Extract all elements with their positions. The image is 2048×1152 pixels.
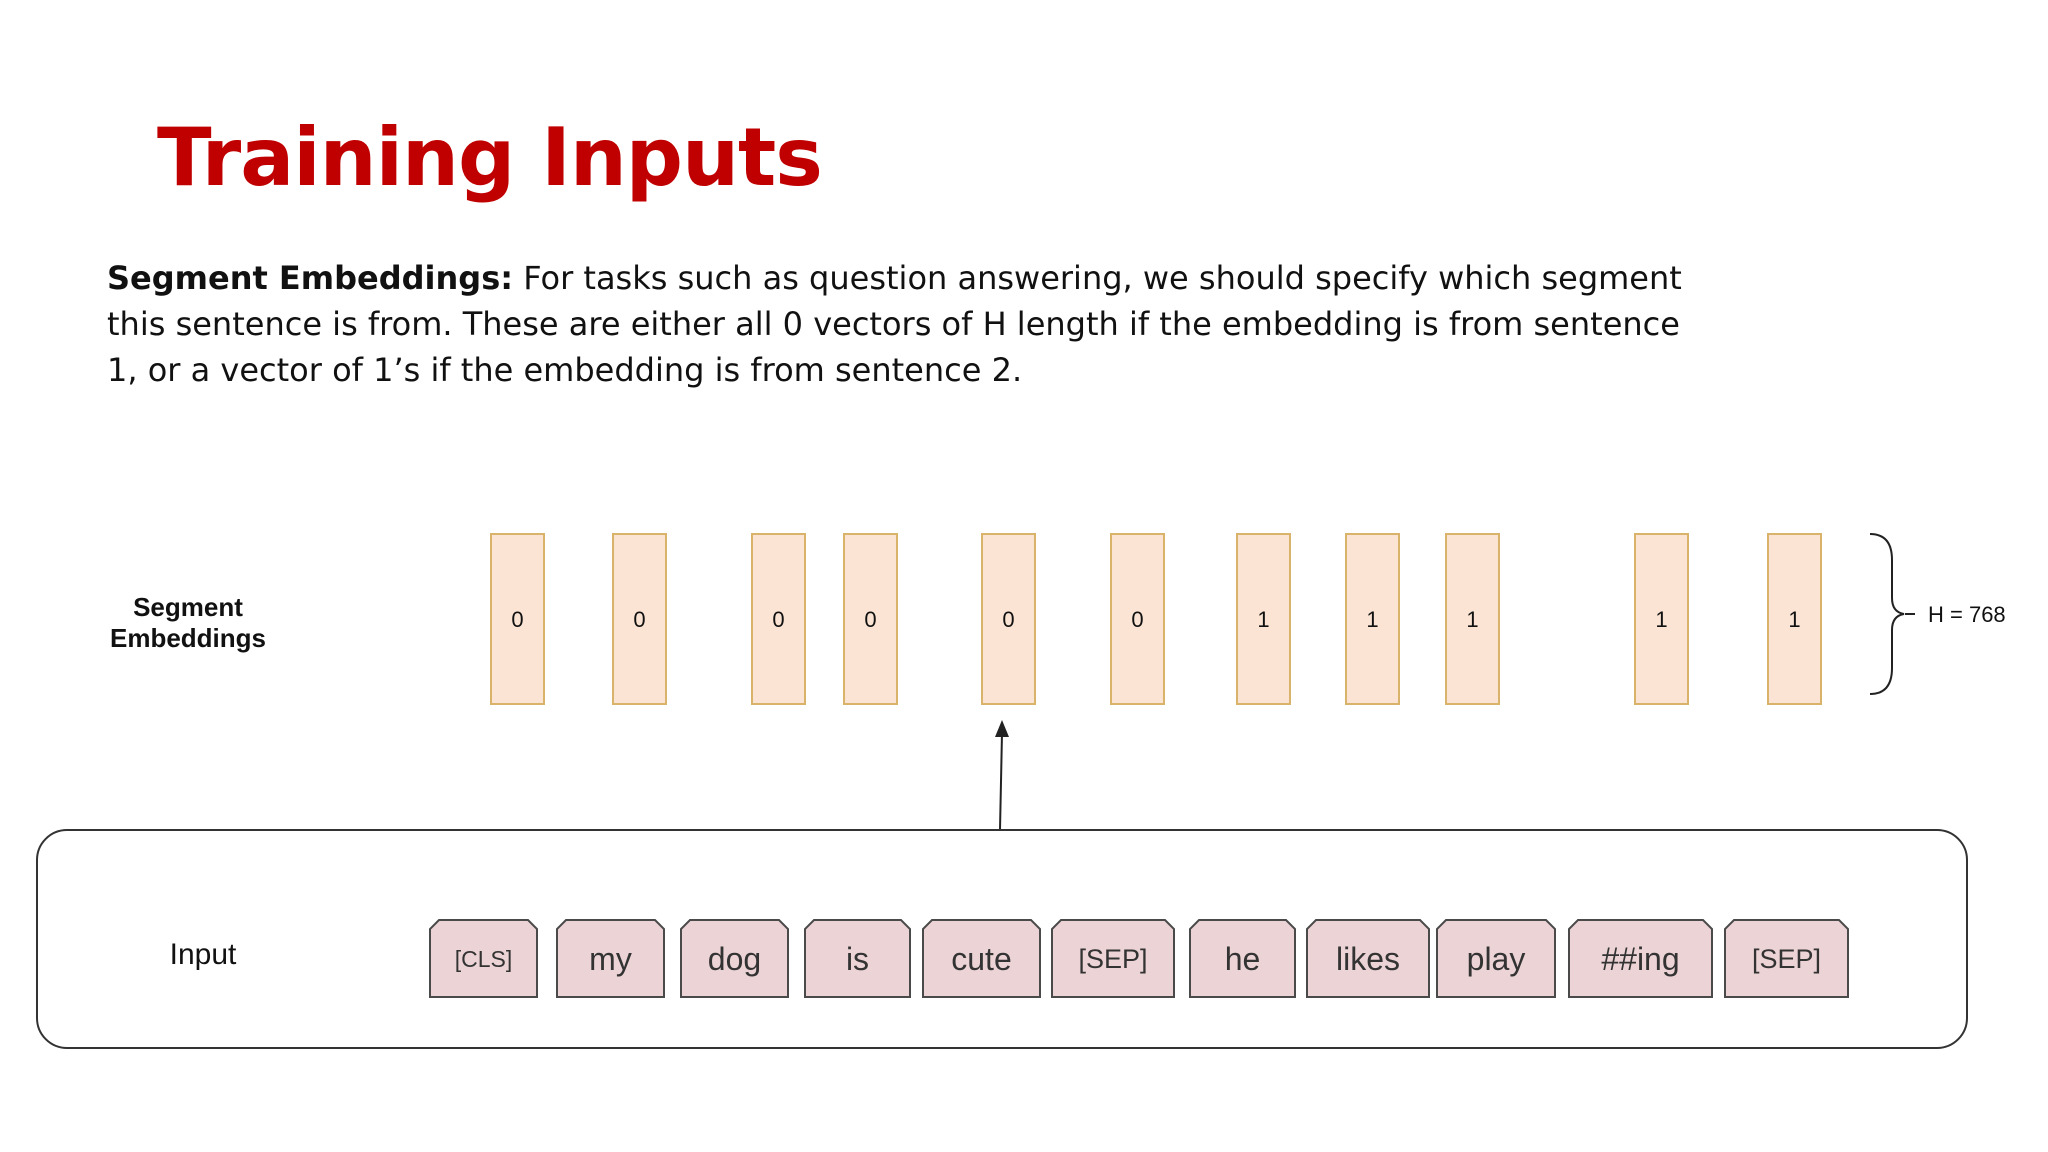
token-label: [CLS] bbox=[454, 945, 513, 972]
token-8 bbox=[1437, 920, 1555, 997]
token-label: play bbox=[1466, 941, 1526, 978]
segment-embedding-value: 0 bbox=[1131, 607, 1144, 632]
arrow-line bbox=[1000, 733, 1002, 830]
token-6 bbox=[1190, 920, 1295, 997]
token-3 bbox=[805, 920, 910, 997]
token-label: dog bbox=[707, 941, 762, 978]
input-label: Input bbox=[169, 938, 237, 971]
token-row bbox=[430, 920, 1848, 997]
token-label: is bbox=[845, 941, 870, 978]
token-4 bbox=[923, 920, 1040, 997]
segment-embedding-1 bbox=[613, 534, 666, 704]
segment-embedding-8 bbox=[1446, 534, 1499, 704]
token-5 bbox=[1052, 920, 1174, 997]
token-label: [SEP] bbox=[1751, 944, 1822, 975]
segment-embedding-value: 1 bbox=[1655, 607, 1668, 632]
token-label: he bbox=[1224, 941, 1261, 978]
segment-embedding-3 bbox=[844, 534, 897, 704]
token-10 bbox=[1725, 920, 1848, 997]
token-label: ##ing bbox=[1601, 941, 1680, 978]
hidden-size-label: H = 768 bbox=[1928, 602, 2006, 627]
segment-embedding-value: 1 bbox=[1366, 607, 1379, 632]
arrow-up-icon bbox=[995, 720, 1009, 737]
segment-embedding-0 bbox=[491, 534, 544, 704]
segment-embedding-value: 0 bbox=[1002, 607, 1015, 632]
token-2 bbox=[681, 920, 788, 997]
token-1 bbox=[557, 920, 664, 997]
segment-embedding-10 bbox=[1768, 534, 1821, 704]
segment-embedding-value: 1 bbox=[1257, 607, 1270, 632]
token-label: likes bbox=[1335, 941, 1401, 978]
token-label: cute bbox=[951, 941, 1012, 978]
segment-embedding-value: 0 bbox=[633, 607, 646, 632]
token-label: [SEP] bbox=[1078, 944, 1148, 975]
segment-embedding-value: 0 bbox=[511, 607, 524, 632]
segment-embedding-5 bbox=[1111, 534, 1164, 704]
segment-embedding-7 bbox=[1346, 534, 1399, 704]
segment-embedding-row bbox=[491, 534, 1821, 704]
token-9 bbox=[1569, 920, 1712, 997]
segment-embeddings-label: Segment bbox=[133, 592, 243, 622]
token-7 bbox=[1307, 920, 1429, 997]
segment-embedding-2 bbox=[752, 534, 805, 704]
segment-embedding-value: 1 bbox=[1788, 607, 1801, 632]
segment-embedding-9 bbox=[1635, 534, 1688, 704]
slide-title: Training Inputs bbox=[157, 111, 822, 204]
segment-embedding-6 bbox=[1237, 534, 1290, 704]
token-0 bbox=[430, 920, 537, 997]
segment-embedding-value: 0 bbox=[864, 607, 877, 632]
segment-embedding-4 bbox=[982, 534, 1035, 704]
description-text: For tasks such as question answering, we should specify which segment this sentence is from. These are either all 0 vectors of H length if the embedding is from sentence 1, or a vector of 1’s if the embedding is from sentence 2. bbox=[107, 259, 1682, 389]
token-label: my bbox=[589, 941, 632, 978]
segment-embedding-value: 1 bbox=[1466, 607, 1479, 632]
brace-icon bbox=[1870, 534, 1904, 694]
segment-embedding-value: 0 bbox=[772, 607, 785, 632]
segment-embeddings-label-line2: Embeddings bbox=[109, 623, 267, 653]
description-lead: Segment Embeddings: bbox=[107, 259, 514, 297]
